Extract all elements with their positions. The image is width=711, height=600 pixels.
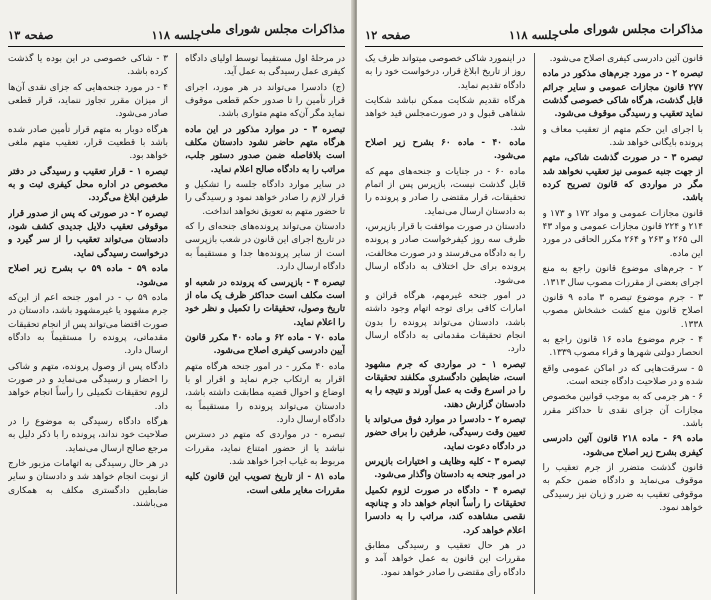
- paragraph: تبصره - در مواردی که متهم در دسترس نباشد یا از حضور امتناع نماید، مقررات مربوط به غیاب اجرا خواهد شد.: [185, 430, 345, 467]
- paragraph: ۲ - جرم‌های موضوع قانون راجع به منع اجرای بعضی از مقررات مصوب سال ۱۳۱۳.: [542, 264, 703, 288]
- right-page-columns: [365, 53, 703, 594]
- paragraph: در مرحلهٔ اول مستقیماً توسط اولیای دادگاه کیفری عمل رسیدگی به عمل آید.: [185, 54, 345, 78]
- article-heading: ماده ۵۹ - ماده ۵۹ ب بشرح زیر اصلاح می‌شود.: [8, 264, 168, 288]
- paragraph: قانون گذشت متضرر از جرم تعقیب را موقوف می‌نماید و دادگاه ضمن حکم به موقوفی تعقیب به ضرر و زیان نیز رسیدگی خواهد نمود.: [542, 462, 703, 513]
- paragraph: هرگاه دادگاه رسیدگی به موضوع را در صلاحیت خود نداند، پرونده را با ذکر دلیل به مرجع صالح ارسال می‌نماید.: [8, 416, 168, 454]
- left-page-left-column: [8, 53, 168, 594]
- left-page: [0, 0, 353, 600]
- left-page-columns: [8, 53, 345, 594]
- left-header-title: مذاکرات مجلس شورای ملی: [200, 22, 345, 36]
- paragraph: دادگاه پس از وصول پرونده، متهم و شاکی را احضار و رسیدگی می‌نماید و در صورت لزوم تحقیقات تکمیلی را رأساً انجام خواهد داد.: [8, 361, 168, 412]
- paragraph: ۵ - سرقت‌هایی که در اماکن عمومی واقع شده و در صلاحیت دادگاه جنحه است.: [542, 363, 703, 387]
- note-paragraph: تبصره ۲ - در مورد جرم‌های مذکور در ماده ۲۷۷ قانون مجازات عمومی و سایر جرائم قابل گذشت، هرگاه شاکی خصوصی گذشت نماید تعقیب و رسیدگی موقوف می‌شود.: [542, 69, 703, 120]
- paragraph: ماده ۴۰ مکرر - در امور جنحه هرگاه متهم اقرار به ارتکاب جرم نماید و اقرار او با اوضاع و احوال قضیه مطابقت داشته باشد، دادستان می‌تواند پرونده را مستقیماً به دادگاه ارسال دارد.: [185, 361, 345, 425]
- paragraph: هرگاه تقدیم شکایت ممکن نباشد شکایت شفاهی قبول و در صورت‌مجلس قید خواهد شد.: [365, 96, 526, 133]
- paragraph: در امور جنحه غیرمهم، هرگاه قرائن و امارات کافی برای توجه اتهام وجود داشته باشد، دادستان می‌تواند پرونده را بدون انجام تحقیقات مقدماتی به دادگاه ارسال دارد.: [365, 290, 526, 355]
- column-divider: [534, 53, 535, 594]
- article-heading: ماده ۷۰ - ماده ۶۲ و ماده ۴۰ مکرر قانون آیین دادرسی کیفری اصلاح می‌شود.: [185, 332, 345, 357]
- note-paragraph: تبصره ۳ - کلیه وظایف و اختیارات بازپرس در امور جنحه به دادستان واگذار می‌شود.: [365, 456, 526, 481]
- article-heading: ماده ۶۹ - ماده ۲۱۸ قانون آئین دادرسی کیفری بشرح زیر اصلاح می‌شود.: [542, 434, 703, 458]
- right-header-page-number: صفحه ۱۲: [365, 28, 411, 42]
- paragraph: ماده ۵۹ ب - در امور جنحه اعم از این‌که جرم مشهود یا غیرمشهود باشد، دادستان در صورت اقتضا می‌تواند پس از انجام تحقیقات مقدماتی، پرونده را مستقیماً به دادگاه ارسال دارد.: [8, 292, 168, 357]
- right-page-left-column: [365, 53, 526, 594]
- note-paragraph: تبصره ۱ - قرار تعقیب و رسیدگی در دفتر مخصوص در اداره محل کیفری ثبت و به طرفین ابلاغ می‌گردد.: [8, 166, 168, 204]
- paragraph: با اجرای این حکم متهم از تعقیب معاف و پرونده بایگانی خواهد شد.: [542, 124, 703, 149]
- paragraph: قانون آئین دادرسی کیفری اصلاح می‌شود.: [549, 54, 703, 64]
- paragraph: ۴ - در مورد جنحه‌هایی که جزای نقدی آن‌ها از میزان مقرر تجاوز ننماید، قرار قطعی صادر می‌شود.: [8, 82, 168, 120]
- paragraph: ۴ - جرم موضوع ماده ۱۶ قانون راجع به انحصار دولتی شهرها و قراء مصوب ۱۳۳۹.: [542, 334, 703, 359]
- right-page-right-column: [543, 53, 704, 594]
- note-paragraph: تبصره ۴ - دادگاه در صورت لزوم تکمیل تحقیقات را رأساً انجام خواهد داد و چنانچه نقصی مشاهده کند، مراتب را به دادسرا اعلام خواهد کرد.: [365, 485, 526, 536]
- paragraph: هرگاه دوبار به متهم قرار تأمین صادر شده باشد با قطعیت قرار، تعقیب متهم ملغی خواهد بود.: [8, 124, 168, 162]
- paragraph: در سایر موارد دادگاه جلسه را تشکیل و قرار لازم را صادر خواهد نمود و رسیدگی را تا حضور متهم به تعویق نخواهد انداخت.: [185, 180, 345, 217]
- paragraph: در اینمورد شاکی خصوصی میتواند ظرف یک روز از تاریخ ابلاغ قرار، درخواست خود را به دادگاه تقدیم نماید.: [365, 54, 526, 91]
- paragraph: (ج) دادسرا می‌تواند در هر مورد، اجرای قرار تأمین را تا صدور حکم قطعی موقوف نماید مگر آن‌که متهم متواری باشد.: [185, 82, 345, 120]
- note-paragraph: تبصره ۴ - بازپرسی که پرونده در شعبه او است مکلف است حداکثر ظرف یک ماه از تاریخ وصول، تحقیقات را تکمیل و نظر خود را اعلام نماید.: [185, 277, 345, 328]
- article-heading: ماده ۴۰ - ماده ۶۰ بشرح زیر اصلاح می‌شود.: [365, 138, 526, 162]
- paragraph: ماده ۶۰ - در جنایات و جنحه‌های مهم که قابل گذشت نیست، بازپرس پس از اتمام تحقیقات، قرار مقتضی را صادر و پرونده را به دادستان ارسال می‌نماید.: [365, 166, 526, 217]
- right-page-header: [365, 6, 703, 47]
- right-header-title: مذاکرات مجلس شورای ملی: [558, 22, 703, 36]
- column-divider: [176, 53, 177, 594]
- right-header-session: جلسه ۱۱۸: [509, 28, 559, 42]
- left-page-header: [8, 6, 345, 47]
- left-page-right-column: [185, 53, 345, 594]
- paragraph: ۶ - هر جرمی که به موجب قوانین مخصوص مجازات آن جزای نقدی تا حداکثر مقرر باشد.: [542, 392, 703, 429]
- note-paragraph: تبصره ۱ - در مواردی که جرم مشهود است، ضابطین دادگستری مکلفند تحقیقات را در اسرع وقت به عمل آورند و نتیجه را به دادستان گزارش دهند.: [365, 359, 526, 410]
- paragraph: در هر حال رسیدگی به اتهامات مزبور خارج از نوبت انجام خواهد شد و دادستان و سایر ضابطین دادگستری مکلف به همکاری می‌باشند.: [8, 458, 168, 509]
- left-header-session: جلسه ۱۱۸: [151, 28, 202, 42]
- note-paragraph: تبصره ۲ - در صورتی که پس از صدور قرار موقوفی تعقیب دلایل جدیدی کشف شود، دادستان می‌تواند تعقیب را از سر گیرد و درخواست رسیدگی نماید.: [8, 208, 168, 259]
- paragraph: دادستان در صورت موافقت با قرار بازپرس، ظرف سه روز کیفرخواست صادر و پرونده را به دادگاه می‌فرستد و در صورت مخالفت، پرونده برای حل اختلاف به دادگاه ارسال می‌شود.: [365, 222, 526, 286]
- paragraph: قانون مجازات عمومی و مواد ۱۷۲ و ۱۷۳ و ۲۱۴ و ۲۲۴ قانون مجازات عمومی و مواد ۴۳ الی ۲۶۵ و ۲۶۳ و ۲۶۴ مکرر الحاقی در مورد این ماده.: [542, 208, 703, 259]
- paragraph: در هر حال تعقیب و رسیدگی مطابق مقررات این قانون به عمل خواهد آمد و دادگاه رأی مقتضی را صادر خواهد نمود.: [365, 541, 526, 578]
- article-heading: ماده ۸۱ - از تاریخ تصویب این قانون کلیه مقررات مغایر ملغی است.: [185, 472, 345, 496]
- right-page: [357, 0, 711, 600]
- note-paragraph: تبصره ۲ - دادسرا در موارد فوق می‌تواند با تعیین وقت رسیدگی، طرفین را برای حضور در دادگاه دعوت نماید.: [365, 414, 526, 452]
- left-header-page-number: صفحه ۱۳: [8, 28, 54, 42]
- note-paragraph: تبصره ۳ - در صورت گذشت شاکی، متهم از جهت جنبه عمومی نیز تعقیب نخواهد شد مگر در مواردی که قانون تصریح کرده باشد.: [542, 153, 703, 204]
- paragraph: دادستان می‌تواند پرونده‌های جنحه‌ای را که در تاریخ اجرای این قانون در شعب بازپرسی است از سایر پرونده‌ها جدا و مستقیماً به دادگاه ارسال دارد.: [185, 222, 345, 273]
- paragraph: ۳ - جرم موضوع تبصره ۳ ماده ۹ قانون اصلاح قانون منع کشت خشخاش مصوب ۱۳۳۸.: [542, 292, 703, 330]
- paragraph: ۳ - شاکی خصوصی در این بوده یا گذشت کرده باشد.: [8, 54, 168, 78]
- note-paragraph: تبصره ۳ - در موارد مذکور در این ماده هرگاه متهم حاضر نشود دادستان مکلف است بلافاصله ضمن صدور دستور جلب، مراتب را به دادگاه صالح اعلام نماید.: [185, 124, 345, 175]
